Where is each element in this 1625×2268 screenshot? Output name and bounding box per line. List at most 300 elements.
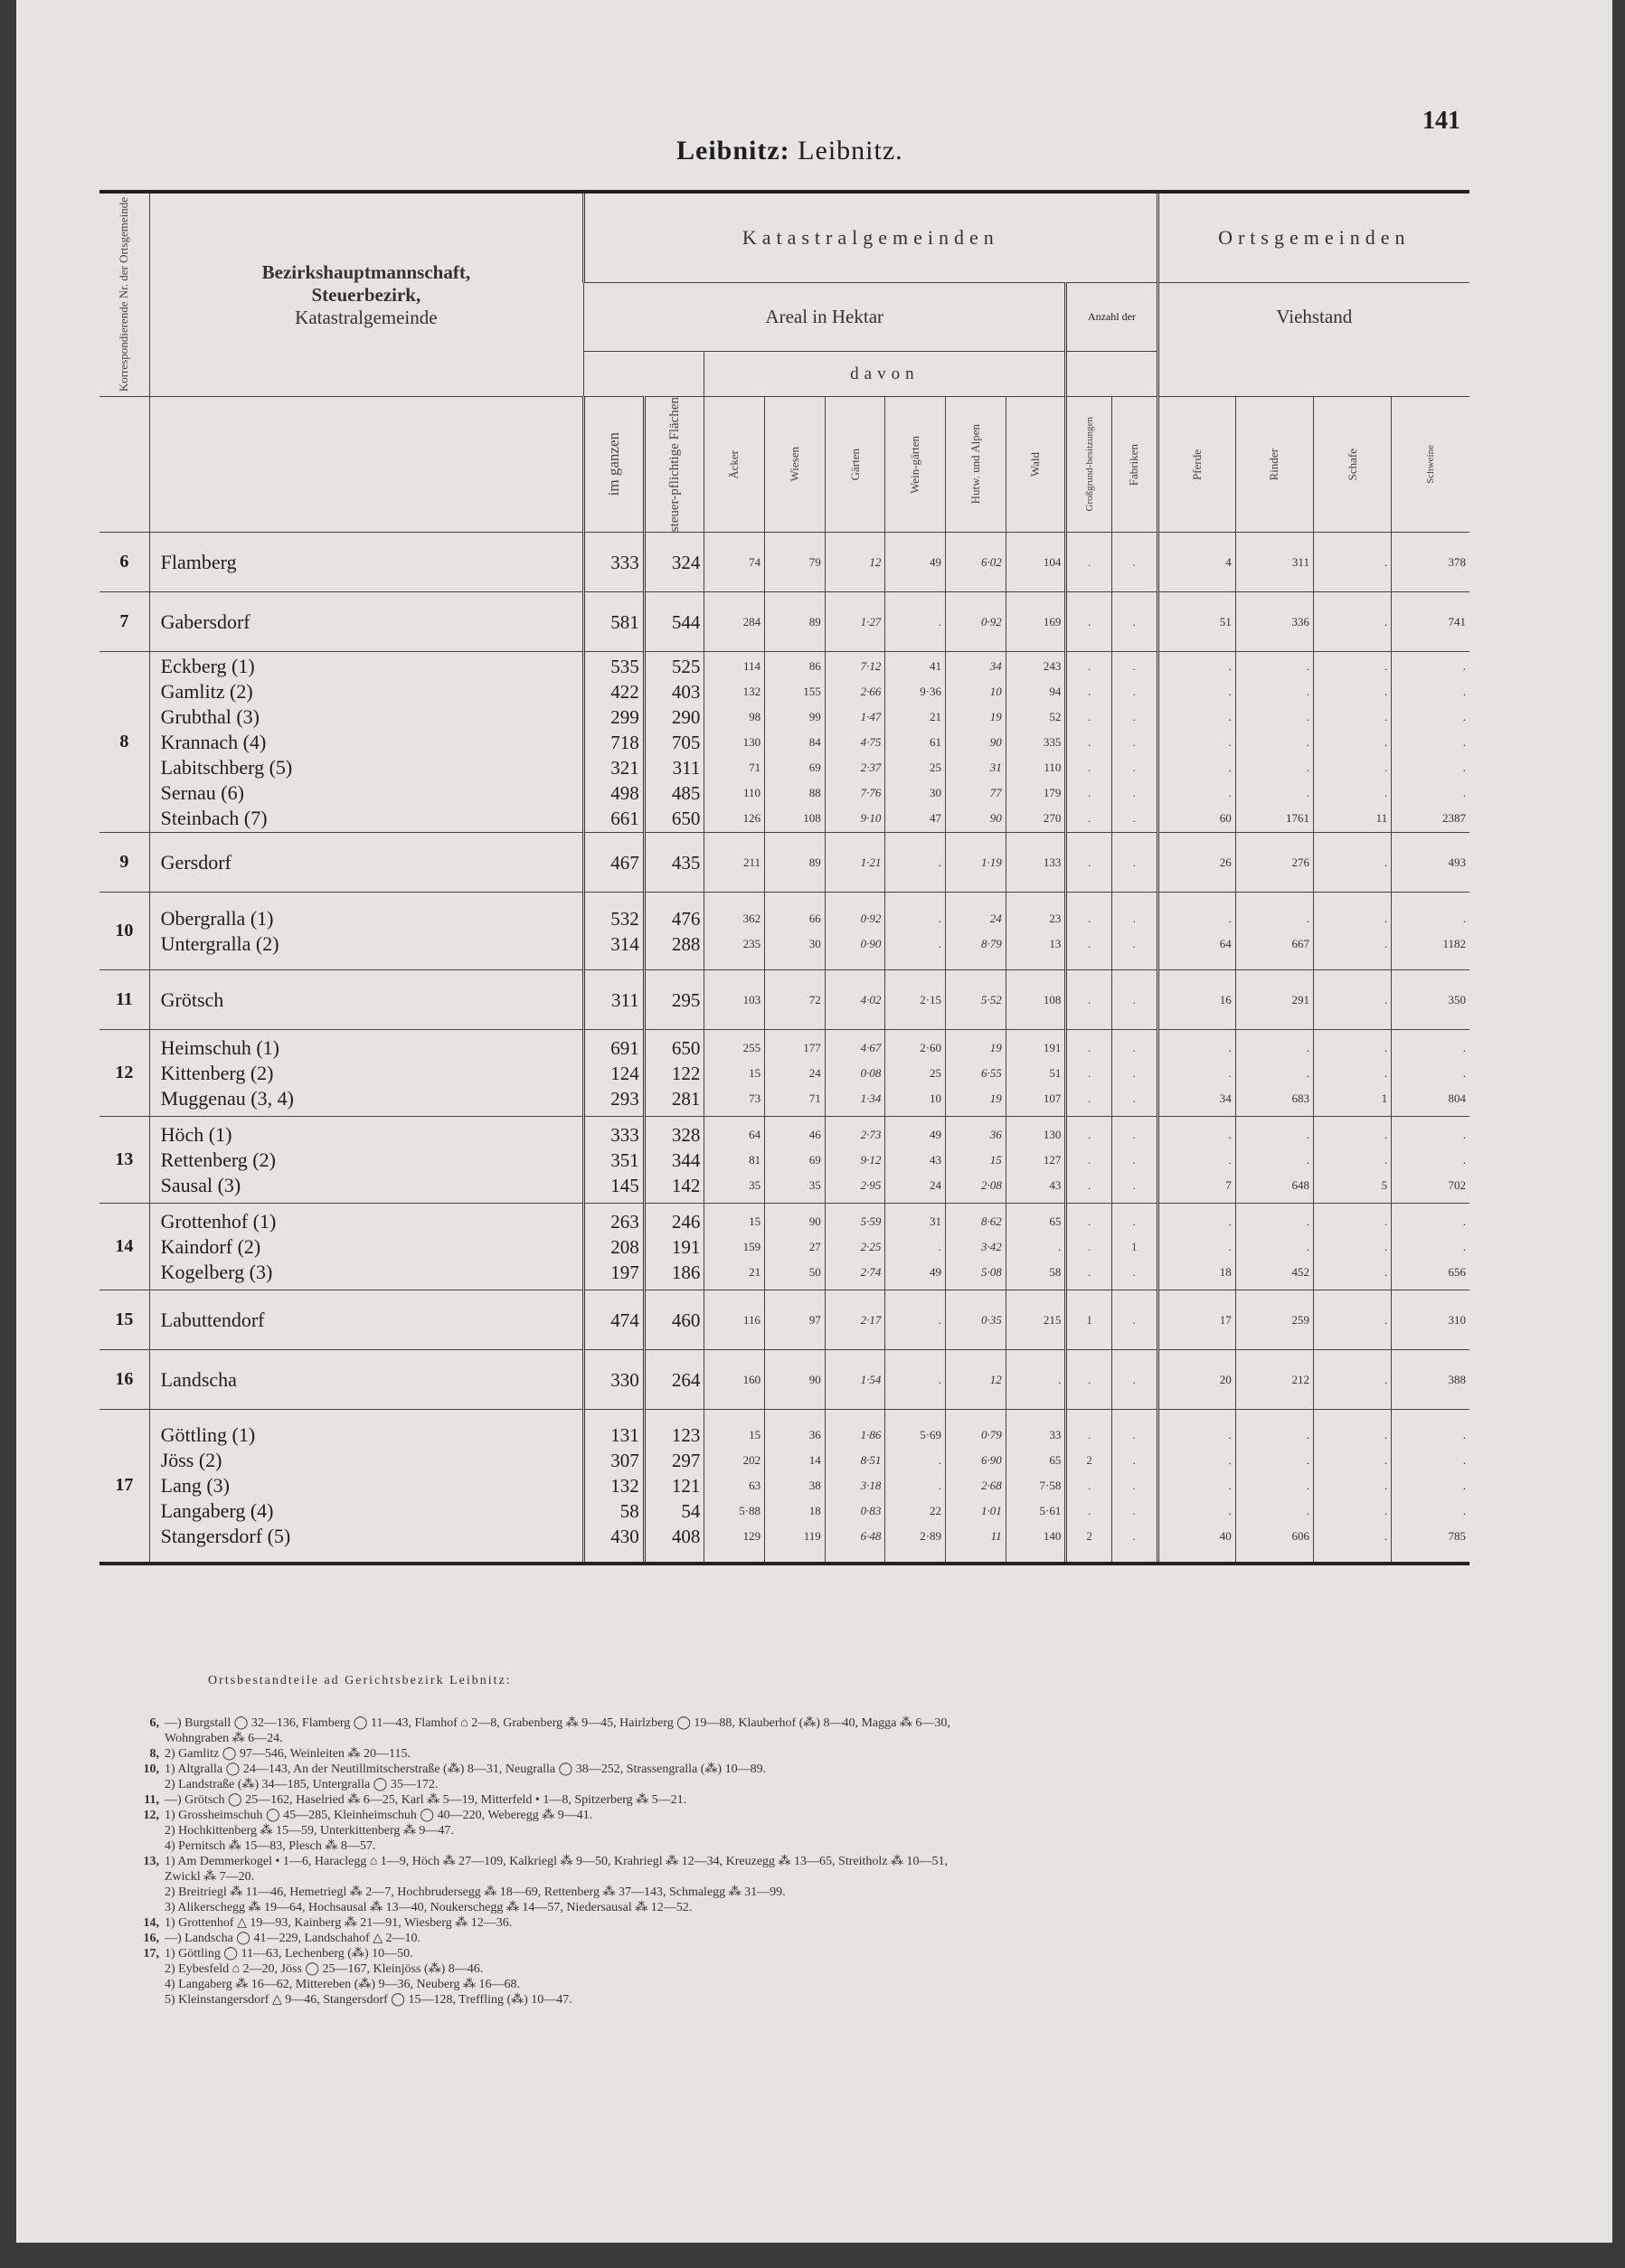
value-wiesen: 97 — [808, 1312, 821, 1327]
value-pferde: 17 — [1219, 1312, 1232, 1327]
cell-wald — [1006, 1410, 1066, 1564]
value-hutw: 19 — [989, 1091, 1002, 1105]
value-wiesen: 72 — [808, 992, 821, 1006]
value-rinder: . — [1306, 1427, 1309, 1441]
value-gross: . — [1088, 1264, 1091, 1279]
cell-gaerten — [825, 652, 885, 833]
value-pferde: . — [1228, 1478, 1232, 1492]
cell-hutw — [946, 833, 1006, 893]
value-wiesen: 30 — [808, 936, 821, 950]
katastral-name: Lang (3) — [160, 1473, 231, 1497]
cell-fabr — [1111, 893, 1157, 970]
row-number: 15 — [99, 1290, 149, 1350]
value-steuer: 324 — [671, 551, 701, 573]
value-fabr: . — [1132, 734, 1136, 749]
value-wald: 94 — [1049, 684, 1062, 698]
value-pferde: 40 — [1219, 1528, 1232, 1543]
value-gaerten: 4·02 — [860, 992, 882, 1006]
value-hutw: 6·90 — [980, 1452, 1002, 1467]
value-gross: . — [1088, 1478, 1091, 1492]
cell-hutw — [946, 893, 1006, 970]
footnote-line — [118, 1977, 1474, 1992]
value-wald: 335 — [1043, 734, 1062, 749]
cell-schafe — [1313, 1030, 1391, 1117]
cell-fabr — [1111, 1410, 1157, 1564]
value-hutw: 6·02 — [980, 554, 1002, 569]
cell-aecker — [704, 1290, 765, 1350]
cell-gross — [1066, 970, 1112, 1030]
value-schweine: . — [1462, 1127, 1466, 1141]
cell-wald — [1006, 1350, 1066, 1410]
cell-aecker — [704, 1350, 765, 1410]
value-hutw: 12 — [989, 1372, 1002, 1386]
value-pferde: . — [1228, 911, 1232, 925]
table-row — [99, 592, 1469, 652]
header-wald: Wald — [1006, 397, 1066, 533]
value-gaerten: 1·86 — [860, 1427, 882, 1441]
value-wiesen: 69 — [808, 760, 821, 774]
value-fabr: . — [1132, 1372, 1136, 1386]
value-wiesen: 46 — [808, 1127, 821, 1141]
value-hutw: 5·52 — [980, 992, 1002, 1006]
value-aecker: 15 — [749, 1214, 761, 1228]
value-schweine: 493 — [1448, 855, 1466, 869]
value-ganzen: 430 — [610, 1525, 639, 1547]
footnote-text: 1) Am Demmerkogel • 1—6, Haraclegg ⌂ 1—9, Höch ⁂ 27—109, Kalkriegl ⁂ 9—50, Krahriegl ⁂ 12—34, Kreuzegg ⁂ 13—65, Streitholz ⁂ 10—51, — [165, 1855, 948, 1868]
header-orts: Ortsgemeinden — [1157, 192, 1469, 283]
value-aecker: 126 — [742, 810, 761, 825]
value-rinder: . — [1306, 785, 1309, 799]
value-wiesen: 89 — [808, 855, 821, 869]
cell-aecker — [704, 1410, 765, 1564]
value-ganzen: 124 — [610, 1062, 639, 1084]
value-gaerten: 2·17 — [860, 1312, 882, 1327]
value-rinder: . — [1306, 760, 1309, 774]
footnote-key — [118, 1900, 165, 1915]
cell-wein — [885, 833, 946, 893]
value-rinder: . — [1306, 658, 1309, 673]
value-ganzen: 691 — [610, 1036, 639, 1059]
value-schweine: 378 — [1448, 554, 1466, 569]
cell-ganzen — [584, 970, 645, 1030]
value-wald: 179 — [1043, 785, 1062, 799]
footnote-key — [118, 1961, 165, 1977]
cell-rinder — [1235, 1117, 1313, 1204]
cell-gaerten — [825, 1290, 885, 1350]
footnote-line — [118, 1777, 1474, 1792]
value-schweine: 2387 — [1442, 810, 1466, 825]
row-number: 12 — [99, 1030, 149, 1117]
value-steuer: 485 — [671, 781, 701, 804]
value-aecker: 159 — [742, 1239, 761, 1253]
value-hutw: 1·19 — [980, 855, 1002, 869]
value-hutw: 0·35 — [980, 1312, 1002, 1327]
footnote-key — [118, 1885, 165, 1900]
cell-pferde — [1157, 1204, 1235, 1290]
value-wein: 22 — [930, 1503, 942, 1517]
header-bezirk: Bezirkshauptmannschaft, Steuerbezirk, Katastralgemeinde — [149, 192, 583, 397]
cell-wein — [885, 592, 946, 652]
value-wald: . — [1058, 1372, 1062, 1386]
value-wald: 33 — [1049, 1427, 1062, 1441]
value-wiesen: 27 — [808, 1239, 821, 1253]
cell-ganzen — [584, 533, 645, 592]
value-hutw: 1·01 — [980, 1503, 1002, 1517]
value-wiesen: 14 — [808, 1452, 821, 1467]
table-row — [99, 1410, 1469, 1564]
footnote-key: 11, — [144, 1793, 159, 1807]
value-gaerten: 0·90 — [860, 936, 882, 950]
cell-gross — [1066, 1410, 1112, 1564]
value-hutw: 6·55 — [980, 1065, 1002, 1080]
cell-hutw — [946, 533, 1006, 592]
footnote-key — [118, 1992, 165, 2008]
value-wiesen: 89 — [808, 614, 821, 628]
value-hutw: 31 — [989, 760, 1002, 774]
value-schafe: . — [1384, 936, 1388, 950]
value-schafe: . — [1384, 1127, 1388, 1141]
footnote-text: 4) Langaberg ⁂ 16—62, Mittereben (⁂) 9—36, Neuberg ⁂ 16—68. — [165, 1978, 520, 1991]
value-aecker: 103 — [742, 992, 761, 1006]
value-ganzen: 321 — [610, 756, 639, 779]
value-gross: . — [1088, 992, 1091, 1006]
katastral-name: Höch (1) — [160, 1122, 232, 1146]
value-steuer: 311 — [672, 756, 701, 779]
footnote-line — [118, 1900, 1474, 1915]
value-wiesen: 90 — [808, 1372, 821, 1386]
value-schafe: . — [1384, 785, 1388, 799]
value-gross: . — [1088, 554, 1091, 569]
value-steuer: 344 — [671, 1148, 701, 1171]
value-ganzen: 581 — [610, 610, 639, 633]
katastral-name: Labuttendorf — [160, 1308, 265, 1331]
value-pferde: . — [1228, 785, 1232, 799]
cell-wiesen — [765, 592, 826, 652]
value-gross: . — [1088, 1040, 1091, 1054]
value-wiesen: 50 — [808, 1264, 821, 1279]
value-gross: . — [1088, 1372, 1091, 1386]
value-rinder: . — [1306, 734, 1309, 749]
value-aecker: 110 — [743, 785, 761, 799]
value-schweine: 388 — [1448, 1372, 1466, 1386]
value-ganzen: 532 — [610, 907, 639, 930]
cell-schafe — [1313, 592, 1391, 652]
value-wein: 2·15 — [920, 992, 942, 1006]
value-rinder: 259 — [1291, 1312, 1309, 1327]
cell-rinder — [1235, 1030, 1313, 1117]
value-gross: . — [1088, 936, 1091, 950]
cell-aecker — [704, 592, 765, 652]
value-ganzen: 467 — [610, 851, 639, 874]
table-row — [99, 1204, 1469, 1290]
value-gross: . — [1088, 658, 1091, 673]
value-ganzen: 474 — [610, 1309, 639, 1331]
value-fabr: . — [1132, 785, 1136, 799]
value-ganzen: 330 — [610, 1368, 639, 1391]
value-schafe: . — [1384, 734, 1388, 749]
cell-schafe — [1313, 893, 1391, 970]
table-row — [99, 652, 1469, 833]
value-gross: . — [1088, 1091, 1091, 1105]
footnote-line — [118, 1808, 1474, 1823]
value-gaerten: 4·75 — [860, 734, 882, 749]
value-steuer: 476 — [671, 907, 701, 930]
value-aecker: 21 — [749, 1264, 761, 1279]
row-names — [149, 970, 583, 1030]
value-wiesen: 155 — [803, 684, 821, 698]
cell-hutw — [946, 970, 1006, 1030]
value-steuer: 186 — [671, 1261, 701, 1283]
value-schafe: . — [1384, 1452, 1388, 1467]
cell-wald — [1006, 592, 1066, 652]
value-rinder: . — [1306, 684, 1309, 698]
value-wein: . — [938, 911, 942, 925]
cell-fabr — [1111, 533, 1157, 592]
cell-wiesen — [765, 1410, 826, 1564]
value-pferde: . — [1228, 658, 1232, 673]
cell-wald — [1006, 1204, 1066, 1290]
cell-wald — [1006, 533, 1066, 592]
value-gross: 2 — [1086, 1452, 1092, 1467]
cell-schafe — [1313, 1410, 1391, 1564]
value-ganzen: 422 — [610, 680, 639, 703]
value-schafe: . — [1384, 554, 1388, 569]
footnote-key — [118, 1838, 165, 1854]
cell-gross — [1066, 533, 1112, 592]
value-hutw: 2·68 — [980, 1478, 1002, 1492]
value-wiesen: 99 — [808, 709, 821, 723]
value-rinder: 291 — [1291, 992, 1309, 1006]
cell-wein — [885, 1204, 946, 1290]
cell-gaerten — [825, 592, 885, 652]
row-number: 14 — [99, 1204, 149, 1290]
cell-fabr — [1111, 1204, 1157, 1290]
cell-steuer — [644, 1117, 704, 1204]
value-schafe: . — [1384, 614, 1388, 628]
value-gross: . — [1088, 1503, 1091, 1517]
value-steuer: 435 — [671, 851, 701, 874]
value-wiesen: 66 — [808, 911, 821, 925]
value-rinder: . — [1306, 709, 1309, 723]
value-gaerten: 2·95 — [860, 1177, 882, 1192]
value-fabr: . — [1132, 1312, 1136, 1327]
value-wein: . — [938, 936, 942, 950]
header-gaerten: Gärten — [825, 397, 885, 533]
value-fabr: . — [1132, 554, 1136, 569]
value-schweine: . — [1462, 1427, 1466, 1441]
cell-rinder — [1235, 893, 1313, 970]
value-ganzen: 132 — [610, 1474, 639, 1497]
footnote-key — [118, 1823, 165, 1838]
value-aecker: 74 — [749, 554, 761, 569]
value-gross: 2 — [1086, 1528, 1092, 1543]
cell-fabr — [1111, 970, 1157, 1030]
value-wald: 104 — [1043, 554, 1062, 569]
value-aecker: 64 — [749, 1127, 761, 1141]
value-wein: 2·89 — [920, 1528, 942, 1543]
cell-wald — [1006, 1117, 1066, 1204]
cell-schweine — [1392, 533, 1469, 592]
value-aecker: 114 — [743, 658, 761, 673]
value-fabr: . — [1132, 1127, 1136, 1141]
value-aecker: 81 — [749, 1152, 761, 1167]
footnote-text: 2) Breitriegl ⁂ 11—46, Hemetriegl ⁂ 2—7, Hochbrudersegg ⁂ 18—69, Rettenberg ⁂ 37—143, Schmalegg ⁂ 31—99. — [165, 1885, 786, 1899]
value-hutw: 2·08 — [980, 1177, 1002, 1192]
cell-pferde — [1157, 1117, 1235, 1204]
value-rinder: 311 — [1291, 554, 1309, 569]
katastral-name: Landscha — [160, 1367, 237, 1391]
value-gaerten: 1·34 — [860, 1091, 882, 1105]
value-aecker: 255 — [742, 1040, 761, 1054]
value-schweine: . — [1462, 658, 1466, 673]
footnote-line — [118, 1838, 1474, 1854]
value-schafe: . — [1384, 992, 1388, 1006]
value-schweine: . — [1462, 1214, 1466, 1228]
value-steuer: 705 — [671, 731, 701, 753]
title-district: Leibnitz: — [676, 136, 790, 165]
footnote-line — [118, 1854, 1474, 1869]
row-number: 13 — [99, 1117, 149, 1204]
value-ganzen: 535 — [610, 655, 639, 677]
value-ganzen: 131 — [610, 1423, 639, 1446]
value-wald: 133 — [1043, 855, 1062, 869]
value-aecker: 235 — [742, 936, 761, 950]
value-ganzen: 661 — [610, 807, 639, 829]
value-steuer: 295 — [671, 988, 701, 1011]
footnote-key: 14, — [143, 1916, 159, 1930]
value-fabr: . — [1132, 1503, 1136, 1517]
value-wein: 43 — [930, 1152, 942, 1167]
cell-hutw — [946, 652, 1006, 833]
katastral-name: Gamlitz (2) — [160, 679, 253, 703]
cell-wein — [885, 1030, 946, 1117]
value-rinder: . — [1306, 1503, 1309, 1517]
footnote-text: —) Burgstall ◯ 32—136, Flamberg ◯ 11—43, Flamhof ⌂ 2—8, Grabenberg ⁂ 9—45, Hairlzberg ◯ 19—88, Klauberhof (⁂) 8—40, Magga ⁂ 6—30, — [165, 1716, 950, 1730]
header-katastral: Katastralgemeinden — [584, 192, 1157, 283]
value-pferde: 20 — [1219, 1372, 1232, 1386]
value-ganzen: 299 — [610, 705, 639, 728]
cell-schweine — [1392, 1030, 1469, 1117]
cell-pferde — [1157, 833, 1235, 893]
katastral-name: Labitschberg (5) — [160, 755, 293, 779]
value-wein: . — [938, 855, 942, 869]
cell-schweine — [1392, 893, 1469, 970]
value-pferde: 7 — [1225, 1177, 1232, 1192]
table-body — [99, 533, 1469, 1564]
table-row — [99, 833, 1469, 893]
cell-pferde — [1157, 1030, 1235, 1117]
value-fabr: . — [1132, 760, 1136, 774]
header-gross: Großgrund-besitzungen — [1066, 397, 1112, 533]
footnote-key: 12, — [143, 1809, 159, 1822]
row-number: 11 — [99, 970, 149, 1030]
footnote-text: 1) Grossheimschuh ◯ 45—285, Kleinheimschuh ◯ 40—220, Weberegg ⁂ 9—41. — [165, 1809, 593, 1822]
value-rinder: . — [1306, 1239, 1309, 1253]
cell-schweine — [1392, 1350, 1469, 1410]
value-fabr: . — [1132, 1214, 1136, 1228]
katastral-name: Stangersdorf (5) — [160, 1524, 291, 1547]
value-ganzen: 307 — [610, 1449, 639, 1471]
cell-steuer — [644, 1030, 704, 1117]
cell-ganzen — [584, 1290, 645, 1350]
value-wein: 41 — [930, 658, 942, 673]
value-rinder: 276 — [1291, 855, 1309, 869]
value-aecker: 15 — [749, 1065, 761, 1080]
katastral-name: Krannach (4) — [160, 730, 267, 753]
value-steuer: 544 — [671, 610, 701, 633]
value-fabr: . — [1132, 1065, 1136, 1080]
cell-gaerten — [825, 1030, 885, 1117]
cell-gross — [1066, 592, 1112, 652]
value-fabr: . — [1132, 1264, 1136, 1279]
value-ganzen: 718 — [610, 731, 639, 753]
cell-wiesen — [765, 533, 826, 592]
katastral-name: Kittenberg (2) — [160, 1061, 274, 1084]
value-pferde: 51 — [1219, 614, 1232, 628]
value-steuer: 288 — [671, 932, 701, 955]
value-wein: 47 — [930, 810, 942, 825]
value-schweine: . — [1462, 1503, 1466, 1517]
katastral-name: Steinbach (7) — [160, 806, 268, 829]
value-pferde: 4 — [1225, 554, 1232, 569]
value-fabr: . — [1132, 1478, 1136, 1492]
value-schafe: . — [1384, 760, 1388, 774]
value-fabr: . — [1132, 1427, 1136, 1441]
value-pferde: . — [1228, 1127, 1232, 1141]
value-wald: 43 — [1049, 1177, 1062, 1192]
value-schweine: 741 — [1448, 614, 1466, 628]
cell-wein — [885, 1290, 946, 1350]
value-gaerten: 0·08 — [860, 1065, 882, 1080]
value-ganzen: 311 — [611, 988, 639, 1011]
cell-fabr — [1111, 1030, 1157, 1117]
katastral-name: Kogelberg (3) — [160, 1260, 273, 1283]
value-schweine: . — [1462, 734, 1466, 749]
header-anzahl-sub — [1066, 352, 1157, 397]
value-wald: 23 — [1049, 911, 1062, 925]
value-gross: . — [1088, 684, 1091, 698]
value-gross: . — [1088, 785, 1091, 799]
value-wein: 24 — [930, 1177, 942, 1192]
value-schweine: 785 — [1448, 1528, 1466, 1543]
header-schweine: Schweine — [1392, 397, 1469, 533]
katastral-name: Untergralla (2) — [160, 931, 279, 955]
row-names — [149, 652, 583, 833]
value-hutw: 5·08 — [980, 1264, 1002, 1279]
value-gaerten: 9·12 — [860, 1152, 882, 1167]
value-pferde: 26 — [1219, 855, 1232, 869]
value-gross: . — [1088, 1065, 1091, 1080]
value-aecker: 71 — [749, 760, 761, 774]
value-schafe: . — [1384, 1239, 1388, 1253]
value-pferde: . — [1228, 1040, 1232, 1054]
value-hutw: 90 — [989, 810, 1002, 825]
cell-rinder — [1235, 1290, 1313, 1350]
value-schafe: . — [1384, 1312, 1388, 1327]
value-wiesen: 36 — [808, 1427, 821, 1441]
value-aecker: 362 — [742, 911, 761, 925]
value-ganzen: 351 — [610, 1148, 639, 1171]
value-hutw: 3·42 — [980, 1239, 1002, 1253]
cell-aecker — [704, 652, 765, 833]
value-fabr: . — [1132, 936, 1136, 950]
value-steuer: 122 — [671, 1062, 701, 1084]
value-wiesen: 90 — [808, 1214, 821, 1228]
value-gaerten: 2·74 — [860, 1264, 882, 1279]
cell-aecker — [704, 970, 765, 1030]
value-wald: 215 — [1043, 1312, 1062, 1327]
value-ganzen: 145 — [610, 1174, 639, 1196]
